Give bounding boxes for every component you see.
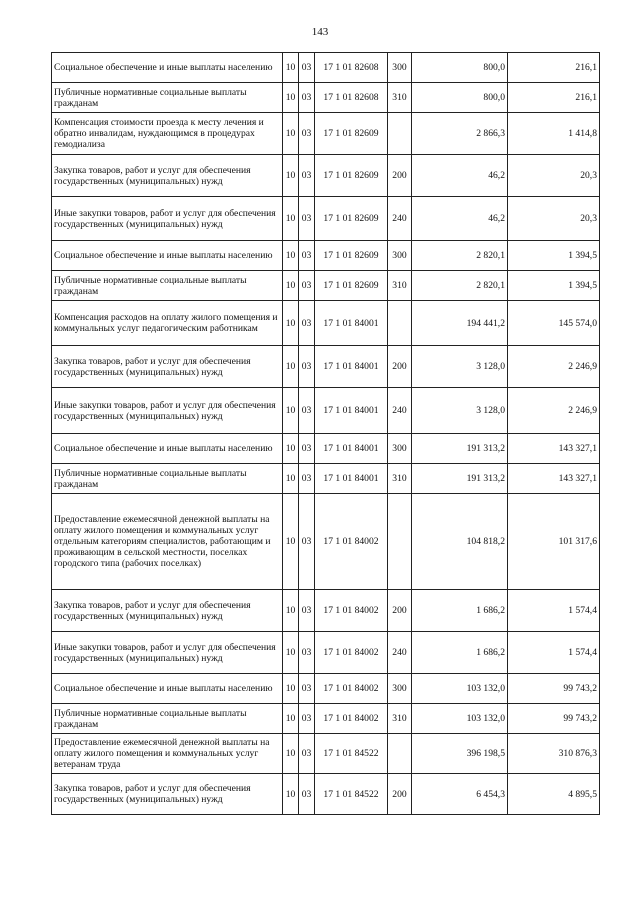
table-row [52,346,600,388]
row-target-code: 17 1 01 84522 [315,774,388,815]
row-amount-executed: 143 327,1 [508,434,600,464]
row-subsection: 03 [299,53,315,83]
row-amount-executed: 1 574,4 [508,590,600,632]
row-name: Социальное обеспечение и иные выплаты населению [52,674,283,704]
table-row [52,734,600,774]
table-row [52,494,600,590]
row-subsection: 03 [299,464,315,494]
row-amount-executed: 1 394,5 [508,241,600,271]
row-subsection: 03 [299,590,315,632]
row-expense-type: 310 [388,704,412,734]
row-target-code: 17 1 01 82609 [315,197,388,241]
row-amount-executed: 2 246,9 [508,346,600,388]
table-row [52,197,600,241]
row-section: 10 [283,301,299,346]
table-row [52,464,600,494]
row-expense-type: 300 [388,53,412,83]
row-target-code: 17 1 01 82609 [315,241,388,271]
row-subsection: 03 [299,155,315,197]
row-subsection: 03 [299,632,315,674]
row-amount-planned: 103 132,0 [412,674,508,704]
row-name: Закупка товаров, работ и услуг для обеспечения государственных (муниципальных) нужд [52,346,283,388]
row-section: 10 [283,734,299,774]
row-expense-type [388,734,412,774]
row-amount-executed: 2 246,9 [508,388,600,434]
row-expense-type: 300 [388,434,412,464]
row-amount-executed: 1 414,8 [508,113,600,155]
row-name: Иные закупки товаров, работ и услуг для обеспечения государственных (муниципальных) нужд [52,632,283,674]
row-target-code: 17 1 01 84002 [315,494,388,590]
row-section: 10 [283,674,299,704]
row-section: 10 [283,632,299,674]
row-target-code: 17 1 01 84002 [315,704,388,734]
table-row [52,632,600,674]
table-row [52,301,600,346]
row-amount-planned: 103 132,0 [412,704,508,734]
row-amount-planned: 2 866,3 [412,113,508,155]
table-row [52,241,600,271]
row-expense-type: 310 [388,83,412,113]
row-expense-type [388,113,412,155]
row-amount-executed: 101 317,6 [508,494,600,590]
row-subsection: 03 [299,271,315,301]
row-name: Иные закупки товаров, работ и услуг для обеспечения государственных (муниципальных) нужд [52,388,283,434]
row-subsection: 03 [299,301,315,346]
row-section: 10 [283,590,299,632]
table-row [52,674,600,704]
row-name: Компенсация расходов на оплату жилого помещения и коммунальных услуг педагогическим работникам [52,301,283,346]
row-amount-planned: 104 818,2 [412,494,508,590]
row-expense-type: 200 [388,346,412,388]
row-target-code: 17 1 01 82609 [315,113,388,155]
row-name: Публичные нормативные социальные выплаты гражданам [52,464,283,494]
row-amount-executed: 216,1 [508,83,600,113]
row-target-code: 17 1 01 84001 [315,464,388,494]
row-section: 10 [283,346,299,388]
row-name: Предоставление ежемесячной денежной выплаты на оплату жилого помещения и коммунальных услуг отдельным категориям специалистов, работающим и проживающим в сельской местности, поселках городского типа (рабочих поселках) [52,494,283,590]
row-amount-planned: 396 198,5 [412,734,508,774]
row-target-code: 17 1 01 84001 [315,301,388,346]
row-section: 10 [283,155,299,197]
row-target-code: 17 1 01 82608 [315,53,388,83]
row-amount-planned: 191 313,2 [412,434,508,464]
row-expense-type: 200 [388,774,412,815]
row-target-code: 17 1 01 84001 [315,434,388,464]
row-target-code: 17 1 01 82609 [315,155,388,197]
row-subsection: 03 [299,197,315,241]
row-amount-executed: 145 574,0 [508,301,600,346]
row-name: Закупка товаров, работ и услуг для обеспечения государственных (муниципальных) нужд [52,155,283,197]
row-target-code: 17 1 01 84522 [315,734,388,774]
row-expense-type: 200 [388,590,412,632]
row-section: 10 [283,388,299,434]
row-expense-type: 200 [388,155,412,197]
row-name: Иные закупки товаров, работ и услуг для обеспечения государственных (муниципальных) нужд [52,197,283,241]
row-amount-executed: 143 327,1 [508,464,600,494]
table-row [52,113,600,155]
row-subsection: 03 [299,774,315,815]
row-subsection: 03 [299,113,315,155]
row-amount-planned: 2 820,1 [412,241,508,271]
row-section: 10 [283,83,299,113]
row-amount-planned: 194 441,2 [412,301,508,346]
row-amount-executed: 1 394,5 [508,271,600,301]
row-subsection: 03 [299,434,315,464]
row-section: 10 [283,494,299,590]
budget-table [51,52,600,815]
row-section: 10 [283,53,299,83]
row-expense-type: 300 [388,241,412,271]
table-row [52,774,600,815]
row-target-code: 17 1 01 82608 [315,83,388,113]
row-section: 10 [283,434,299,464]
row-amount-executed: 1 574,4 [508,632,600,674]
table-row [52,388,600,434]
row-section: 10 [283,704,299,734]
row-amount-executed: 99 743,2 [508,704,600,734]
row-expense-type: 310 [388,271,412,301]
row-name: Социальное обеспечение и иные выплаты населению [52,434,283,464]
row-amount-planned: 2 820,1 [412,271,508,301]
row-amount-planned: 46,2 [412,197,508,241]
row-section: 10 [283,241,299,271]
row-name: Публичные нормативные социальные выплаты гражданам [52,704,283,734]
row-name: Закупка товаров, работ и услуг для обеспечения государственных (муниципальных) нужд [52,774,283,815]
row-subsection: 03 [299,388,315,434]
row-target-code: 17 1 01 84001 [315,388,388,434]
row-amount-executed: 99 743,2 [508,674,600,704]
row-amount-planned: 1 686,2 [412,590,508,632]
table-row [52,83,600,113]
row-name: Социальное обеспечение и иные выплаты населению [52,53,283,83]
row-amount-executed: 216,1 [508,53,600,83]
row-subsection: 03 [299,674,315,704]
row-target-code: 17 1 01 82609 [315,271,388,301]
row-subsection: 03 [299,494,315,590]
row-name: Закупка товаров, работ и услуг для обеспечения государственных (муниципальных) нужд [52,590,283,632]
row-section: 10 [283,271,299,301]
row-target-code: 17 1 01 84001 [315,346,388,388]
row-subsection: 03 [299,241,315,271]
row-expense-type: 240 [388,388,412,434]
table-row [52,53,600,83]
row-expense-type [388,494,412,590]
row-target-code: 17 1 01 84002 [315,590,388,632]
row-amount-planned: 3 128,0 [412,346,508,388]
row-expense-type: 300 [388,674,412,704]
row-amount-planned: 46,2 [412,155,508,197]
table-row [52,704,600,734]
table-row [52,590,600,632]
row-name: Предоставление ежемесячной денежной выплаты на оплату жилого помещения и коммунальных услуг ветеранам труда [52,734,283,774]
page-number: 143 [311,26,329,38]
table-row [52,155,600,197]
row-name: Социальное обеспечение и иные выплаты населению [52,241,283,271]
row-amount-planned: 6 454,3 [412,774,508,815]
row-section: 10 [283,113,299,155]
table-row [52,434,600,464]
row-expense-type [388,301,412,346]
row-amount-executed: 310 876,3 [508,734,600,774]
row-amount-executed: 20,3 [508,155,600,197]
row-amount-executed: 20,3 [508,197,600,241]
row-section: 10 [283,464,299,494]
row-amount-executed: 4 895,5 [508,774,600,815]
row-target-code: 17 1 01 84002 [315,674,388,704]
row-section: 10 [283,197,299,241]
row-section: 10 [283,774,299,815]
row-name: Публичные нормативные социальные выплаты гражданам [52,83,283,113]
row-amount-planned: 1 686,2 [412,632,508,674]
row-subsection: 03 [299,704,315,734]
row-target-code: 17 1 01 84002 [315,632,388,674]
row-subsection: 03 [299,83,315,113]
row-amount-planned: 191 313,2 [412,464,508,494]
row-amount-planned: 800,0 [412,53,508,83]
row-expense-type: 240 [388,632,412,674]
row-name: Компенсация стоимости проезда к месту лечения и обратно инвалидам, нуждающимся в процедурах гемодиализа [52,113,283,155]
row-expense-type: 240 [388,197,412,241]
row-subsection: 03 [299,734,315,774]
row-expense-type: 310 [388,464,412,494]
row-amount-planned: 800,0 [412,83,508,113]
table-row [52,271,600,301]
row-subsection: 03 [299,346,315,388]
row-amount-planned: 3 128,0 [412,388,508,434]
row-name: Публичные нормативные социальные выплаты гражданам [52,271,283,301]
